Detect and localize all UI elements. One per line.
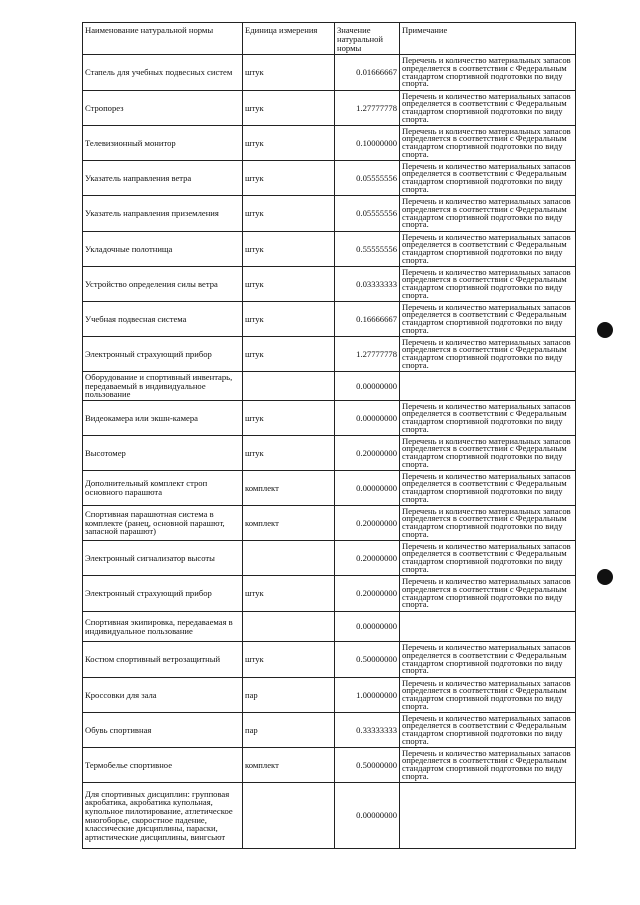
punch-hole-mark-bottom — [597, 569, 613, 585]
cell-unit — [243, 541, 335, 576]
cell-value: 0.50000000 — [335, 642, 400, 678]
cell-name: Спортивная экипировка, передаваемая в индивидуальное пользование — [83, 612, 243, 642]
cell-unit: штук — [243, 302, 335, 337]
cell-unit: штук — [243, 232, 335, 267]
cell-unit: пар — [243, 678, 335, 713]
table-row — [83, 161, 576, 196]
cell-value: 0.16666667 — [335, 302, 400, 337]
cell-unit: комплект — [243, 471, 335, 506]
cell-note — [400, 372, 576, 401]
cell-unit — [243, 612, 335, 642]
punch-hole-mark-top — [597, 322, 613, 338]
table-row — [83, 748, 576, 783]
cell-name: Кроссовки для зала — [83, 678, 243, 713]
cell-note: Перечень и количество материальных запасов определяется в соответствии с Федеральным стандартом спортивной подготовки по виду спорта. — [400, 436, 576, 471]
cell-value: 1.27777778 — [335, 91, 400, 126]
cell-unit: комплект — [243, 748, 335, 783]
cell-note: Перечень и количество материальных запасов определяется в соответствии с Федеральным стандартом спортивной подготовки по виду спорта. — [400, 55, 576, 91]
cell-unit: штук — [243, 642, 335, 678]
table-row — [83, 436, 576, 471]
cell-value: 1.27777778 — [335, 337, 400, 372]
cell-unit — [243, 372, 335, 401]
table-row — [83, 642, 576, 678]
cell-name: Стапель для учебных подвесных систем — [83, 55, 243, 91]
table-row — [83, 471, 576, 506]
cell-unit: пар — [243, 713, 335, 748]
table-row — [83, 401, 576, 436]
cell-unit: штук — [243, 267, 335, 302]
cell-unit: штук — [243, 91, 335, 126]
cell-value: 0.33333333 — [335, 713, 400, 748]
cell-name: Указатель направления приземления — [83, 196, 243, 232]
cell-unit: штук — [243, 161, 335, 196]
cell-unit: штук — [243, 126, 335, 161]
cell-value: 0.20000000 — [335, 436, 400, 471]
table-row — [83, 372, 576, 401]
table-row — [83, 232, 576, 267]
cell-note: Перечень и количество материальных запасов определяется в соответствии с Федеральным стандартом спортивной подготовки по виду спорта. — [400, 506, 576, 541]
cell-value: 0.05555556 — [335, 196, 400, 232]
table-row — [83, 541, 576, 576]
cell-name: Костюм спортивный ветрозащитный — [83, 642, 243, 678]
cell-value: 0.00000000 — [335, 401, 400, 436]
cell-name: Видеокамера или экшн-камера — [83, 401, 243, 436]
cell-name: Электронный страхующий прибор — [83, 337, 243, 372]
table-body — [83, 55, 576, 849]
cell-name: Электронный сигнализатор высоты — [83, 541, 243, 576]
cell-note: Перечень и количество материальных запасов определяется в соответствии с Федеральным стандартом спортивной подготовки по виду спорта. — [400, 642, 576, 678]
cell-value: 0.20000000 — [335, 541, 400, 576]
cell-note: Перечень и количество материальных запасов определяется в соответствии с Федеральным стандартом спортивной подготовки по виду спорта. — [400, 576, 576, 612]
cell-unit: штук — [243, 55, 335, 91]
cell-note: Перечень и количество материальных запасов определяется в соответствии с Федеральным стандартом спортивной подготовки по виду спорта. — [400, 471, 576, 506]
cell-name: Оборудование и спортивный инвентарь, передаваемый в индивидуальное пользование — [83, 372, 243, 401]
cell-note: Перечень и количество материальных запасов определяется в соответствии с Федеральным стандартом спортивной подготовки по виду спорта. — [400, 748, 576, 783]
table-row — [83, 713, 576, 748]
cell-value: 0.05555556 — [335, 161, 400, 196]
cell-note: Перечень и количество материальных запасов определяется в соответствии с Федеральным стандартом спортивной подготовки по виду спорта. — [400, 302, 576, 337]
cell-note: Перечень и количество материальных запасов определяется в соответствии с Федеральным стандартом спортивной подготовки по виду спорта. — [400, 161, 576, 196]
table-row — [83, 91, 576, 126]
cell-name: Стропорез — [83, 91, 243, 126]
cell-value: 0.00000000 — [335, 783, 400, 849]
norms-document — [82, 22, 575, 849]
table-row — [83, 126, 576, 161]
cell-unit: комплект — [243, 506, 335, 541]
cell-name: Электронный страхующий прибор — [83, 576, 243, 612]
table-row — [83, 678, 576, 713]
cell-value: 1.00000000 — [335, 678, 400, 713]
cell-value: 0.10000000 — [335, 126, 400, 161]
cell-name: Для спортивных дисциплин: групповая акробатика, акробатика купольная, купольное пилотирование, атлетическое многоборье, скоростное падение, классические дисциплины, параски, артистические дисциплины, вингсьют — [83, 783, 243, 849]
cell-value: 0.03333333 — [335, 267, 400, 302]
cell-name: Термобелье спортивное — [83, 748, 243, 783]
table-row — [83, 783, 576, 849]
cell-unit: штук — [243, 436, 335, 471]
cell-unit — [243, 783, 335, 849]
cell-value: 0.20000000 — [335, 506, 400, 541]
cell-name: Телевизионный монитор — [83, 126, 243, 161]
table-row — [83, 302, 576, 337]
cell-value: 0.00000000 — [335, 372, 400, 401]
cell-value: 0.55555556 — [335, 232, 400, 267]
column-header-value: Значение натуральной нормы — [335, 23, 400, 55]
cell-note: Перечень и количество материальных запасов определяется в соответствии с Федеральным стандартом спортивной подготовки по виду спорта. — [400, 678, 576, 713]
cell-value: 0.20000000 — [335, 576, 400, 612]
table-header-row — [83, 23, 576, 55]
cell-unit: штук — [243, 196, 335, 232]
column-header-unit: Единица измерения — [243, 23, 335, 55]
cell-note: Перечень и количество материальных запасов определяется в соответствии с Федеральным стандартом спортивной подготовки по виду спорта. — [400, 713, 576, 748]
table-row — [83, 506, 576, 541]
column-header-name: Наименование натуральной нормы — [83, 23, 243, 55]
table-row — [83, 55, 576, 91]
table-row — [83, 196, 576, 232]
cell-name: Указатель направления ветра — [83, 161, 243, 196]
table-row — [83, 267, 576, 302]
cell-note: Перечень и количество материальных запасов определяется в соответствии с Федеральным стандартом спортивной подготовки по виду спорта. — [400, 541, 576, 576]
cell-value: 0.01666667 — [335, 55, 400, 91]
cell-note: Перечень и количество материальных запасов определяется в соответствии с Федеральным стандартом спортивной подготовки по виду спорта. — [400, 196, 576, 232]
table-row — [83, 612, 576, 642]
column-header-note: Примечание — [400, 23, 576, 55]
cell-name: Укладочные полотнища — [83, 232, 243, 267]
cell-note: Перечень и количество материальных запасов определяется в соответствии с Федеральным стандартом спортивной подготовки по виду спорта. — [400, 126, 576, 161]
cell-note — [400, 612, 576, 642]
cell-note: Перечень и количество материальных запасов определяется в соответствии с Федеральным стандартом спортивной подготовки по виду спорта. — [400, 267, 576, 302]
cell-note — [400, 783, 576, 849]
cell-note: Перечень и количество материальных запасов определяется в соответствии с Федеральным стандартом спортивной подготовки по виду спорта. — [400, 401, 576, 436]
table-row — [83, 337, 576, 372]
cell-name: Устройство определения силы ветра — [83, 267, 243, 302]
cell-name: Обувь спортивная — [83, 713, 243, 748]
cell-name: Дополнительный комплект строп основного парашюта — [83, 471, 243, 506]
cell-note: Перечень и количество материальных запасов определяется в соответствии с Федеральным стандартом спортивной подготовки по виду спорта. — [400, 232, 576, 267]
cell-unit: штук — [243, 337, 335, 372]
cell-value: 0.00000000 — [335, 471, 400, 506]
cell-name: Учебная подвесная система — [83, 302, 243, 337]
cell-name: Высотомер — [83, 436, 243, 471]
cell-unit: штук — [243, 576, 335, 612]
cell-unit: штук — [243, 401, 335, 436]
cell-value: 0.00000000 — [335, 612, 400, 642]
cell-note: Перечень и количество материальных запасов определяется в соответствии с Федеральным стандартом спортивной подготовки по виду спорта. — [400, 91, 576, 126]
table-row — [83, 576, 576, 612]
norms-table — [82, 22, 576, 849]
cell-value: 0.50000000 — [335, 748, 400, 783]
cell-name: Спортивная парашютная система в комплекте (ранец, основной парашют, запасной парашют) — [83, 506, 243, 541]
cell-note: Перечень и количество материальных запасов определяется в соответствии с Федеральным стандартом спортивной подготовки по виду спорта. — [400, 337, 576, 372]
